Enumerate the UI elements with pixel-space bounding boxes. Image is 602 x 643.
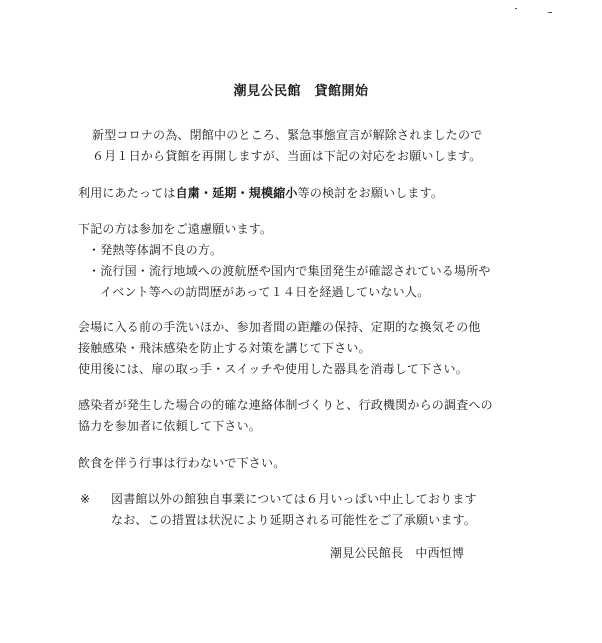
contact-line-1: 感染者が発生した場合の的確な連絡体制づくりと、行政機関からの調査への — [78, 398, 493, 412]
intro-line-2: ６月１日から貸館を再開しますが、当面は下記の対応をお願いします。 — [92, 149, 482, 163]
scan-speck — [515, 8, 517, 9]
refrain-bullet-2-line-1: ・流行国・流行地域への渡航歴や国内で集団発生が確認されている場所や — [88, 264, 491, 278]
refrain-bullet-1: ・発熱等体調不良の方。 — [88, 243, 223, 257]
note-line-1: 図書館以外の館独自事業については６月いっぱい中止しております — [111, 492, 477, 506]
hygiene-line-1: 会場に入る前の手洗いほか、参加者間の距離の保持、定期的な換気その他 — [78, 320, 481, 334]
note-mark: ※ — [80, 492, 91, 506]
usage-prefix: 利用にあたっては — [78, 186, 176, 200]
refrain-heading: 下記の方は参加をご遠慮願います。 — [78, 222, 273, 236]
food-line: 飲食を伴う行事は行わないで下さい。 — [78, 456, 286, 470]
usage-line — [78, 186, 443, 200]
scan-speck — [548, 12, 552, 13]
signature: 潮見公民館長 中西恒博 — [330, 546, 465, 560]
hygiene-line-2: 接触感染・飛沫感染を防止する対策を講じて下さい。 — [78, 341, 371, 355]
notice-title: 潮見公民館 貸館開始 — [233, 84, 369, 99]
refrain-bullet-2-line-2: イベント等への訪問歴があって１４日を経過していない人。 — [100, 285, 430, 299]
usage-suffix: 等の検討をお願いします。 — [297, 186, 444, 200]
intro-line-1: 新型コロナの為、閉館中のところ、緊急事態宣言が解除されましたので — [92, 128, 483, 142]
hygiene-line-3: 使用後には、扉の取っ手・スイッチや使用した器具を消毒して下さい。 — [78, 362, 468, 376]
contact-line-2: 協力を参加者に依頼して下さい。 — [78, 419, 262, 433]
note-line-2: なお、この措置は状況により延期される可能性をご了承願います。 — [111, 513, 477, 527]
usage-emphasis: 自粛・延期・規模縮小 — [175, 186, 298, 200]
